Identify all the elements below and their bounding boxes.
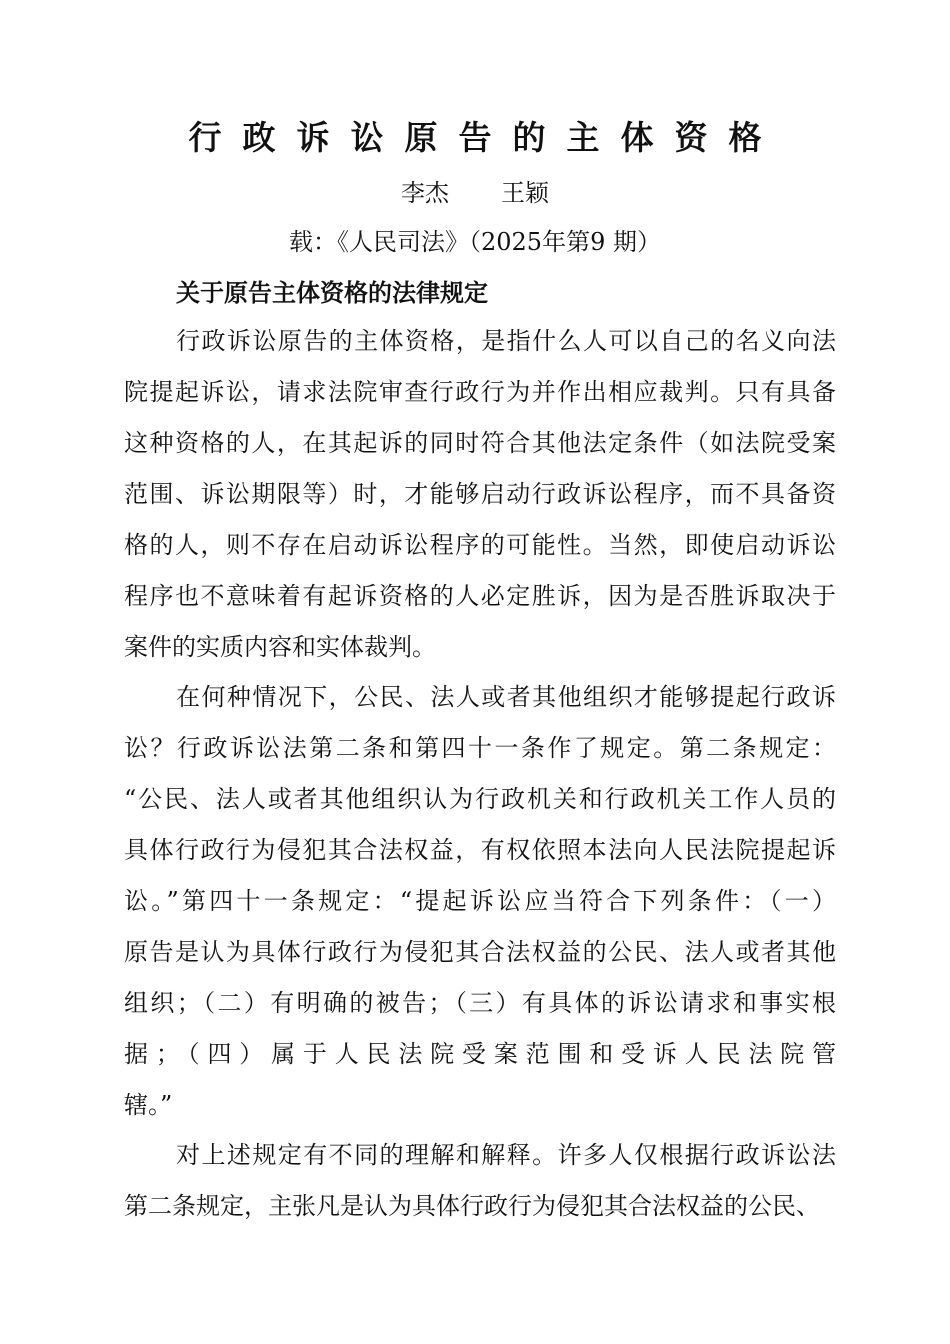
body-paragraph xyxy=(124,1130,836,1232)
paragraph-line: 范围、诉讼期限等）时，才能够启动行政诉讼程序，而不具备资 xyxy=(124,480,836,508)
body-paragraph xyxy=(124,316,836,673)
paragraph-line: 院提起诉讼，请求法院审查行政行为并作出相应裁判。只有具备 xyxy=(124,378,836,406)
author-name: 王颖 xyxy=(501,179,549,207)
paragraph-line: 案件的实质内容和实体裁判。 xyxy=(124,633,436,661)
paragraph-line: 对上述规定有不同的理解和解释。许多人仅根据行政诉讼法 xyxy=(176,1141,836,1169)
author-name: 李杰 xyxy=(401,179,449,207)
paragraph-line: 第二条规定，主张凡是认为具体行政行为侵犯其合法权益的公民、 xyxy=(124,1192,820,1220)
paragraph-line: 行政诉讼原告的主体资格，是指什么人可以自己的名义向法 xyxy=(176,327,836,355)
document-title: 行政诉讼原告的主体资格 xyxy=(188,118,783,157)
authors-line xyxy=(0,176,950,210)
paragraph-line: 组织；（二）有明确的被告；（三）有具体的诉讼请求和事实根 xyxy=(124,989,836,1017)
paragraph-line: 据；（四）属于人民法院受案范围和受诉人民法院管 xyxy=(124,1040,836,1068)
body-paragraph xyxy=(124,672,836,1131)
paragraph-line: 原告是认为具体行政行为侵犯其合法权益的公民、法人或者其他 xyxy=(124,938,836,966)
paragraph-line: 讼？行政诉讼法第二条和第四十一条作了规定。第二条规定： xyxy=(124,734,836,762)
paragraph-line: “公民、法人或者其他组织认为行政机关和行政机关工作人员的 xyxy=(124,785,836,813)
paragraph-line: 程序也不意味着有起诉资格的人必定胜诉，因为是否胜诉取决于 xyxy=(124,582,836,610)
paragraph-line: 这种资格的人，在其起诉的同时符合其他法定条件（如法院受案 xyxy=(124,429,836,457)
paragraph-line: 格的人，则不存在启动诉讼程序的可能性。当然，即使启动诉讼 xyxy=(124,531,836,559)
paragraph-line: 辖。” xyxy=(124,1091,173,1119)
section-heading: 关于原告主体资格的法律规定 xyxy=(176,278,488,307)
paragraph-line: 在何种情况下，公民、法人或者其他组织才能够提起行政诉 xyxy=(176,683,836,711)
paragraph-line: 具体行政行为侵犯其合法权益，有权依照本法向人民法院提起诉 xyxy=(124,836,836,864)
publication-source: 载：《人民司法》（2025年第9 期） xyxy=(289,228,661,256)
paragraph-line: 讼。”第四十一条规定：“提起诉讼应当符合下列条件：（一） xyxy=(124,887,836,915)
